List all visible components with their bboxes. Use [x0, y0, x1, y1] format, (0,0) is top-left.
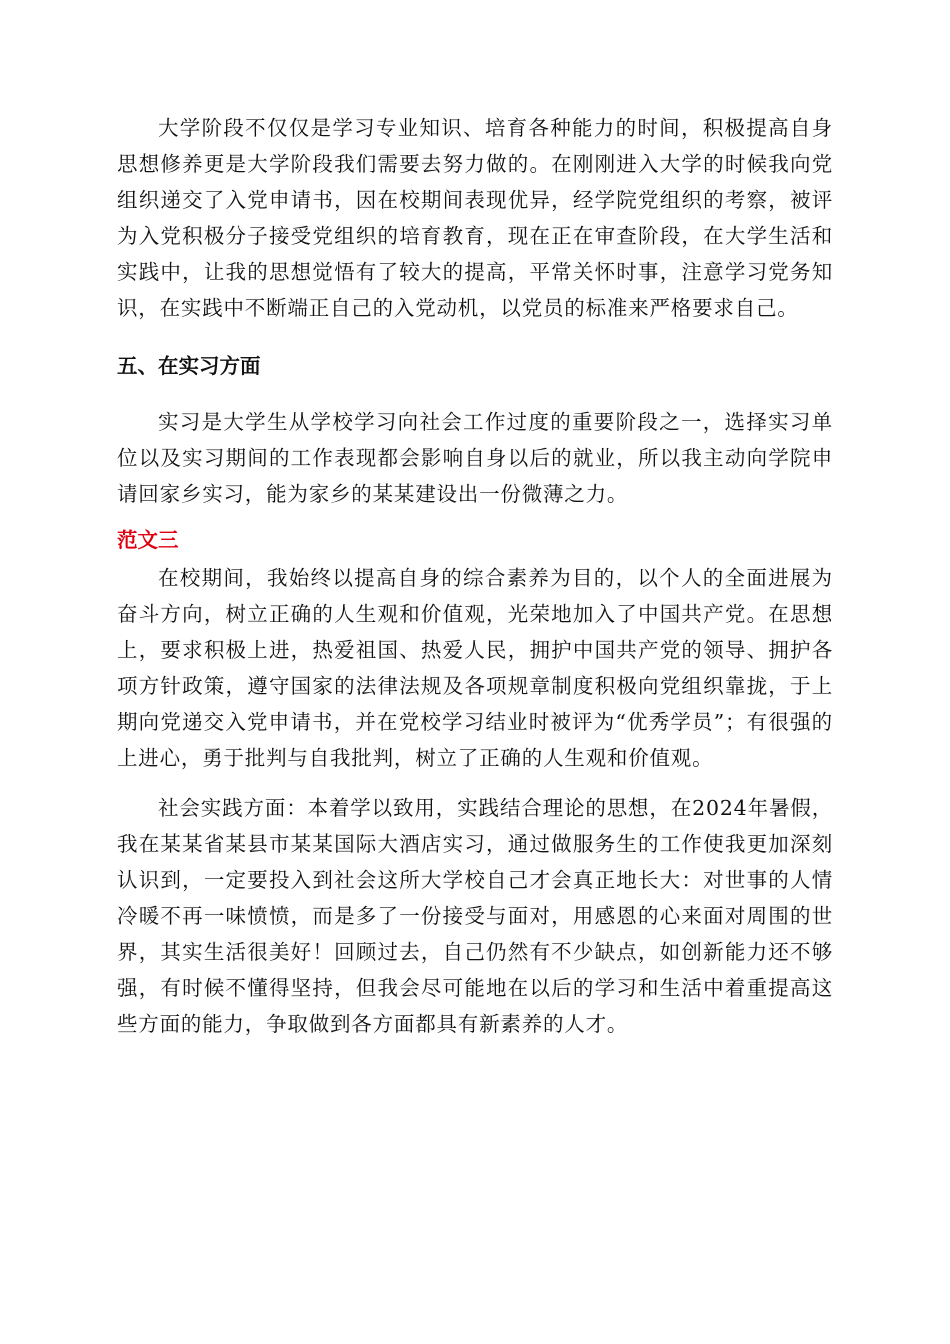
paragraph-political-growth: 大学阶段不仅仅是学习专业知识、培育各种能力的时间，积极提高自身思想修养更是大学阶段我们需要去努力做的。在刚刚进入大学的时候我向党组织递交了入党申请书，因在校期间表现优异，经学院党组织的考察，被评为入党积极分子接受党组织的培育教育，现在正在审查阶段，在大学生活和实践中，让我的思想觉悟有了较大的提高，平常关怀时事，注意学习党务知识，在实践中不断端正自己的入党动机，以党员的标准来严格要求自己。: [117, 116, 833, 320]
section-heading-internship: 五、在实习方面: [117, 354, 261, 378]
document-body: [117, 110, 833, 1042]
paragraph-internship: 实习是大学生从学校学习向社会工作过度的重要阶段之一，选择实习单位以及实习期间的工作表现都会影响自身以后的就业，所以我主动向学院申请回家乡实习，能为家乡的某某建设出一份微薄之力。: [117, 410, 833, 506]
sample-essay-three-heading: 范文三: [117, 528, 179, 552]
paragraph-campus-period: 在校期间，我始终以提高自身的综合素养为目的，以个人的全面进展为奋斗方向，树立正确的人生观和价值观，光荣地加入了中国共产党。在思想上，要求积极上进，热爱祖国、热爱人民，拥护中国共产党的领导、拥护各项方针政策，遵守国家的法律法规及各项规章制度积极向党组织靠拢，于上期向党递交入党申请书，并在党校学习结业时被评为“优秀学员”；有很强的上进心，勇于批判与自我批判，树立了正确的人生观和价值观。: [117, 566, 833, 770]
paragraph-social-practice: 社会实践方面：本着学以致用，实践结合理论的思想，在2024年暑假，我在某某省某县市某某国际大酒店实习，通过做服务生的工作使我更加深刻认识到，一定要投入到社会这所大学校自己才会真正地长大：对世事的人情冷暖不再一味愤愤，而是多了一份接受与面对，用感恩的心来面对周围的世界，其实生活很美好！回顾过去，自己仍然有不少缺点，如创新能力还不够强，有时候不懂得坚持，但我会尽可能地在以后的学习和生活中着重提高这些方面的能力，争取做到各方面都具有新素养的人才。: [117, 796, 833, 1036]
